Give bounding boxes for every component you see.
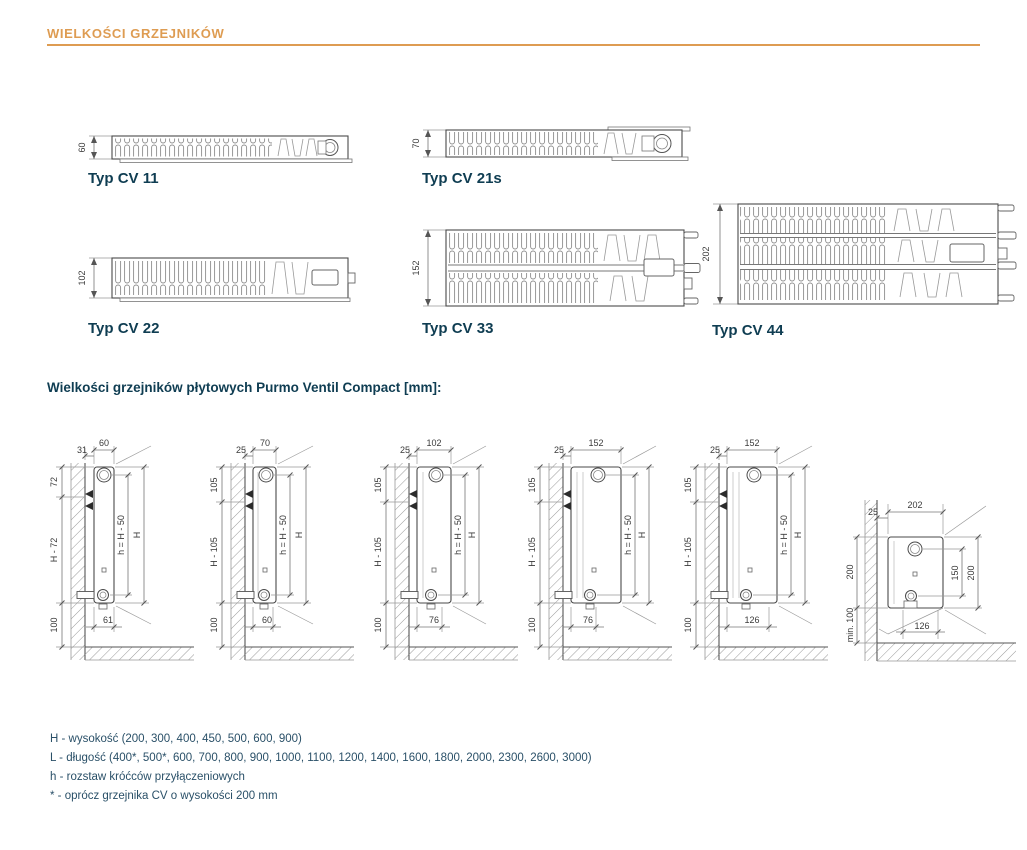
dim-bottom-offset: 60 xyxy=(261,615,273,625)
valve xyxy=(555,592,572,599)
legend-line-star: * - oprócz grzejnika CV o wysokości 200 mm xyxy=(50,790,278,802)
dim-floor-clearance: 100 xyxy=(527,617,537,633)
radiator-panel xyxy=(417,467,451,603)
dim-mid-height: H - 72 xyxy=(49,537,59,563)
dim-pipe-spacing: h = H - 50 xyxy=(623,515,633,555)
dim-floor-clearance: 100 xyxy=(209,617,219,633)
cv33-depth-dim: 152 xyxy=(411,260,421,276)
cv33-pipe-bottom xyxy=(684,298,698,304)
cv33-label: Typ CV 33 xyxy=(422,320,494,337)
dim-floor-clearance: 100 xyxy=(683,617,693,633)
dim-depth: 70 xyxy=(259,438,271,448)
side-view-cv11 xyxy=(42,420,197,685)
wall-hatch xyxy=(705,463,719,660)
radiator-panel xyxy=(253,467,276,603)
wall-bracket xyxy=(409,490,417,498)
cv33-fins-top xyxy=(448,233,598,263)
cv33-fins-bottom xyxy=(448,273,598,303)
dim-pipe-spacing: h = H - 50 xyxy=(779,515,789,555)
dim-wall-gap: 31 xyxy=(76,445,88,455)
wall-bracket xyxy=(719,490,727,498)
cv11-bottom-plate xyxy=(120,159,352,163)
cv22-depth-dim: 102 xyxy=(77,270,87,286)
dim-bottom-offset: 76 xyxy=(428,615,440,625)
legend-line-l: L - długość (400*, 500*, 600, 700, 800, 900, 1000, 1100, 1200, 1400, 1600, 1800, 2000, 2300, 2600, 3000) xyxy=(50,752,592,764)
page-title: WIELKOŚCI GRZEJNIKÓW xyxy=(47,26,225,41)
dim-wall-gap: 25 xyxy=(399,445,411,455)
floor-hatch xyxy=(85,647,194,660)
title-underline xyxy=(47,44,980,46)
wall-hatch xyxy=(71,463,85,660)
cv44-pipe-1 xyxy=(998,205,1014,211)
valve xyxy=(237,592,254,599)
cv44-fins-2 xyxy=(740,238,888,264)
cv33-pipe-top xyxy=(684,232,698,238)
cv21s-label: Typ CV 21s xyxy=(422,170,502,187)
dim-wall-gap: 25 xyxy=(235,445,247,455)
side-view-cv33 xyxy=(520,420,675,685)
dim-pipe-spacing: h = H - 50 xyxy=(453,515,463,555)
wall-hatch xyxy=(865,500,877,661)
radiator-panel xyxy=(571,467,621,603)
dim-pipe-spacing: 150 xyxy=(950,565,960,581)
cv44-label: Typ CV 44 xyxy=(712,322,784,339)
cv11-depth-dim: 60 xyxy=(77,142,87,153)
dim-bottom-offset: 126 xyxy=(744,615,760,625)
radiator-panel xyxy=(94,467,114,603)
dim-floor-clearance: min. 100 xyxy=(845,607,855,643)
cv22-fins xyxy=(114,261,266,295)
valve xyxy=(904,601,917,608)
radiator-panel xyxy=(727,467,777,603)
dim-total-height: H xyxy=(793,531,803,539)
floor-hatch xyxy=(719,647,828,660)
floor-hatch xyxy=(409,647,518,660)
valve xyxy=(77,592,94,599)
wall-bracket xyxy=(85,490,93,498)
dim-total-height: 200 xyxy=(966,565,976,581)
cv21s-depth-dim: 70 xyxy=(411,138,421,149)
cv21s-bottom-plate xyxy=(612,157,688,161)
cv11-top-view xyxy=(78,126,358,176)
dim-depth: 202 xyxy=(907,500,923,510)
side-view-cv21s xyxy=(202,420,357,685)
dim-wall-gap: 25 xyxy=(867,507,879,517)
cv33-stub xyxy=(684,278,692,289)
valve xyxy=(401,592,418,599)
section-title: Wielkości grzejników płytowych Purmo Ventil Compact [mm]: xyxy=(47,380,442,395)
wall-hatch xyxy=(395,463,409,660)
dim-top-offset: 105 xyxy=(683,477,693,493)
cv44-pipe-3 xyxy=(998,262,1016,269)
dim-mid-height: H - 105 xyxy=(373,537,383,567)
dim-top-offset: 105 xyxy=(209,477,219,493)
dim-wall-gap: 25 xyxy=(709,445,721,455)
dim-top-offset: 105 xyxy=(373,477,383,493)
cv22-stub xyxy=(348,273,355,283)
side-view-cv44 xyxy=(676,420,831,685)
cv11-fins xyxy=(114,139,272,157)
dim-depth: 102 xyxy=(426,438,442,448)
dim-top-offset: 105 xyxy=(527,477,537,493)
dim-total-height: H xyxy=(294,531,304,539)
legend-line-hs: h - rozstaw króćców przyłączeniowych xyxy=(50,771,245,783)
cv44-pipe-2 xyxy=(998,232,1016,239)
dim-floor-clearance: 100 xyxy=(373,617,383,633)
corner-view-cv44-h200 xyxy=(845,482,1025,687)
side-view-cv22 xyxy=(366,420,521,685)
dim-mid-height: H - 105 xyxy=(209,537,219,567)
cv21s-fins xyxy=(448,132,598,155)
cv22-top-view xyxy=(78,250,358,312)
dim-mid-height: H - 105 xyxy=(683,537,693,567)
dim-pipe-spacing: h = H - 50 xyxy=(278,515,288,555)
cv44-pipe-4 xyxy=(998,295,1014,301)
cv33-top-view xyxy=(412,220,702,315)
dim-pipe-spacing: h = H - 50 xyxy=(116,515,126,555)
wall-bracket xyxy=(245,490,253,498)
dim-total-height: H xyxy=(467,531,477,539)
floor-hatch xyxy=(563,647,672,660)
wall-bracket xyxy=(563,490,571,498)
cv44-fins-3 xyxy=(740,270,888,300)
wall-hatch xyxy=(549,463,563,660)
dim-mid-height: H - 105 xyxy=(527,537,537,567)
cv11-label: Typ CV 11 xyxy=(88,170,159,187)
cv44-fins-1 xyxy=(740,207,888,233)
dim-depth: 152 xyxy=(588,438,604,448)
dim-total-height: H xyxy=(637,531,647,539)
dim-bottom-offset: 61 xyxy=(102,615,114,625)
dim-height: 200 xyxy=(845,564,855,580)
floor-hatch xyxy=(877,643,1016,661)
dim-wall-gap: 25 xyxy=(553,445,565,455)
legend-line-h: H - wysokość (200, 300, 400, 450, 500, 600, 900) xyxy=(50,733,302,745)
dim-bottom-offset: 76 xyxy=(582,615,594,625)
cv44-depth-dim: 202 xyxy=(701,246,711,262)
dim-total-height: H xyxy=(132,531,142,539)
cv44-stub xyxy=(998,248,1007,259)
floor-hatch xyxy=(245,647,354,660)
valve xyxy=(711,592,728,599)
dim-floor-clearance: 100 xyxy=(49,617,59,633)
cv22-bottom-plate xyxy=(120,298,350,302)
cv44-top-view xyxy=(698,192,1027,317)
dim-depth: 152 xyxy=(744,438,760,448)
wall-hatch xyxy=(231,463,245,660)
dim-top-offset: 72 xyxy=(49,476,59,488)
dim-bottom-offset: 126 xyxy=(914,621,930,631)
dim-depth: 60 xyxy=(98,438,110,448)
cv22-label: Typ CV 22 xyxy=(88,320,160,337)
